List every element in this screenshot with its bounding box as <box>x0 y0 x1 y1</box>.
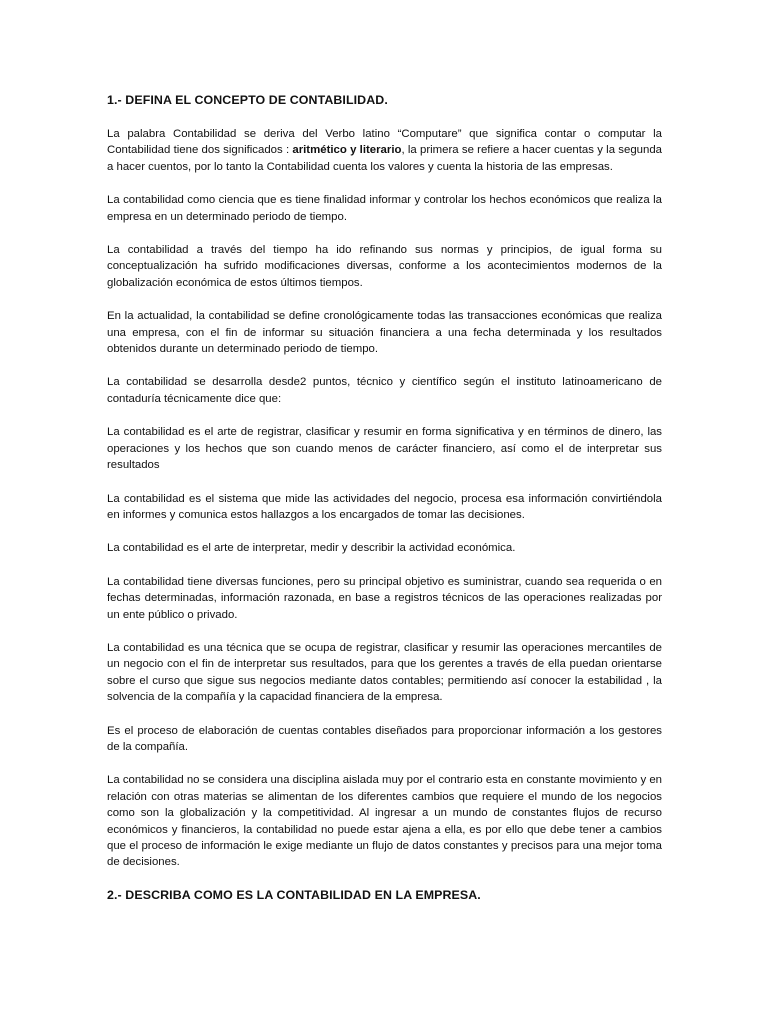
paragraph-2: La contabilidad como ciencia que es tiene finalidad informar y controlar los hechos económicos que realiza la empresa en un determinado periodo de tiempo. <box>107 194 662 223</box>
paragraph-10: La contabilidad es una técnica que se ocupa de registrar, clasificar y resumir las operaciones mercantiles de un negocio con el fin de interpretar sus resultados, para que los gerentes a través de ella puedan orientarse sobre el curso que sigue sus negocios mediante datos contables; permitiendo así conocer la estabilidad , la solvencia de la compañía y la capacidad financiera de la empresa. <box>107 641 662 704</box>
paragraph-9: La contabilidad tiene diversas funciones, pero su principal objetivo es suministrar, cuando sea requerida o en fechas determinadas, información razonada, en base a registros técnicos de las operaciones realizadas por un ente público o privado. <box>107 575 662 621</box>
paragraph-11: Es el proceso de elaboración de cuentas contables diseñados para proporcionar información a los gestores de la compañía. <box>107 724 662 753</box>
section-heading-2: 2.- DESCRIBA COMO ES LA CONTABILIDAD EN LA EMPRESA. <box>107 887 481 902</box>
paragraph-1-text-a: La palabra Contabilidad se deriva del Verbo latino “Computare” que significa contar o computar la Contabilidad tiene dos significados : <box>107 128 662 157</box>
paragraph-6: La contabilidad es el arte de registrar, clasificar y resumir en forma significativa y en términos de dinero, las operaciones y los hechos que son cuando menos de carácter financiero, así como el de interpretar sus resultados <box>107 426 662 472</box>
paragraph-1-bold-text: aritmético y literario <box>292 144 402 157</box>
paragraph-8: La contabilidad es el arte de interpretar, medir y describir la actividad económica. <box>107 542 516 555</box>
paragraph-1 <box>107 126 662 175</box>
section-heading-1: 1.- DEFINA EL CONCEPTO DE CONTABILIDAD. <box>107 93 388 107</box>
paragraph-3: La contabilidad a través del tiempo ha ido refinando sus normas y principios, de igual forma su conceptualización ha sufrido modificaciones diversas, conforme a los acontecimientos modernos de la globalización económica de estos últimos tiempos. <box>107 244 662 289</box>
paragraph-7: La contabilidad es el sistema que mide las actividades del negocio, procesa esa información convirtiéndola en informes y comunica estos hallazgos a los encargados de tomar las decisiones. <box>107 492 662 521</box>
paragraph-12: La contabilidad no se considera una disciplina aislada muy por el contrario esta en constante movimiento y en relación con otras materias se alimentan de los diferentes cambios que requiere el mundo de los negocios como son la globalización y la competitividad. Al ingresar a un mundo de constantes flujos de recurso económicos y financieros, la contabilidad no puede estar ajena a ella, es por ello que debe tener a cambios que el proceso de información le exige mediante un flujo de datos constantes y precisos para una mejor toma de decisiones. <box>107 774 662 869</box>
paragraph-4: En la actualidad, la contabilidad se define cronológicamente todas las transacciones económicas que realiza una empresa, con el fin de informar su situación financiera a una fecha determinada y los resultados obtenidos durante un determinado periodo de tiempo. <box>107 310 662 356</box>
paragraph-1-text-b: , la primera se refiere a hacer cuentas y la segunda a hacer cuentos, por lo tanto la Contabilidad cuenta los valores y cuenta la historia de las empresas. <box>107 144 662 173</box>
paragraph-5: La contabilidad se desarrolla desde2 puntos, técnico y científico según el instituto latinoamericano de contaduría técnicamente dice que: <box>107 376 662 405</box>
